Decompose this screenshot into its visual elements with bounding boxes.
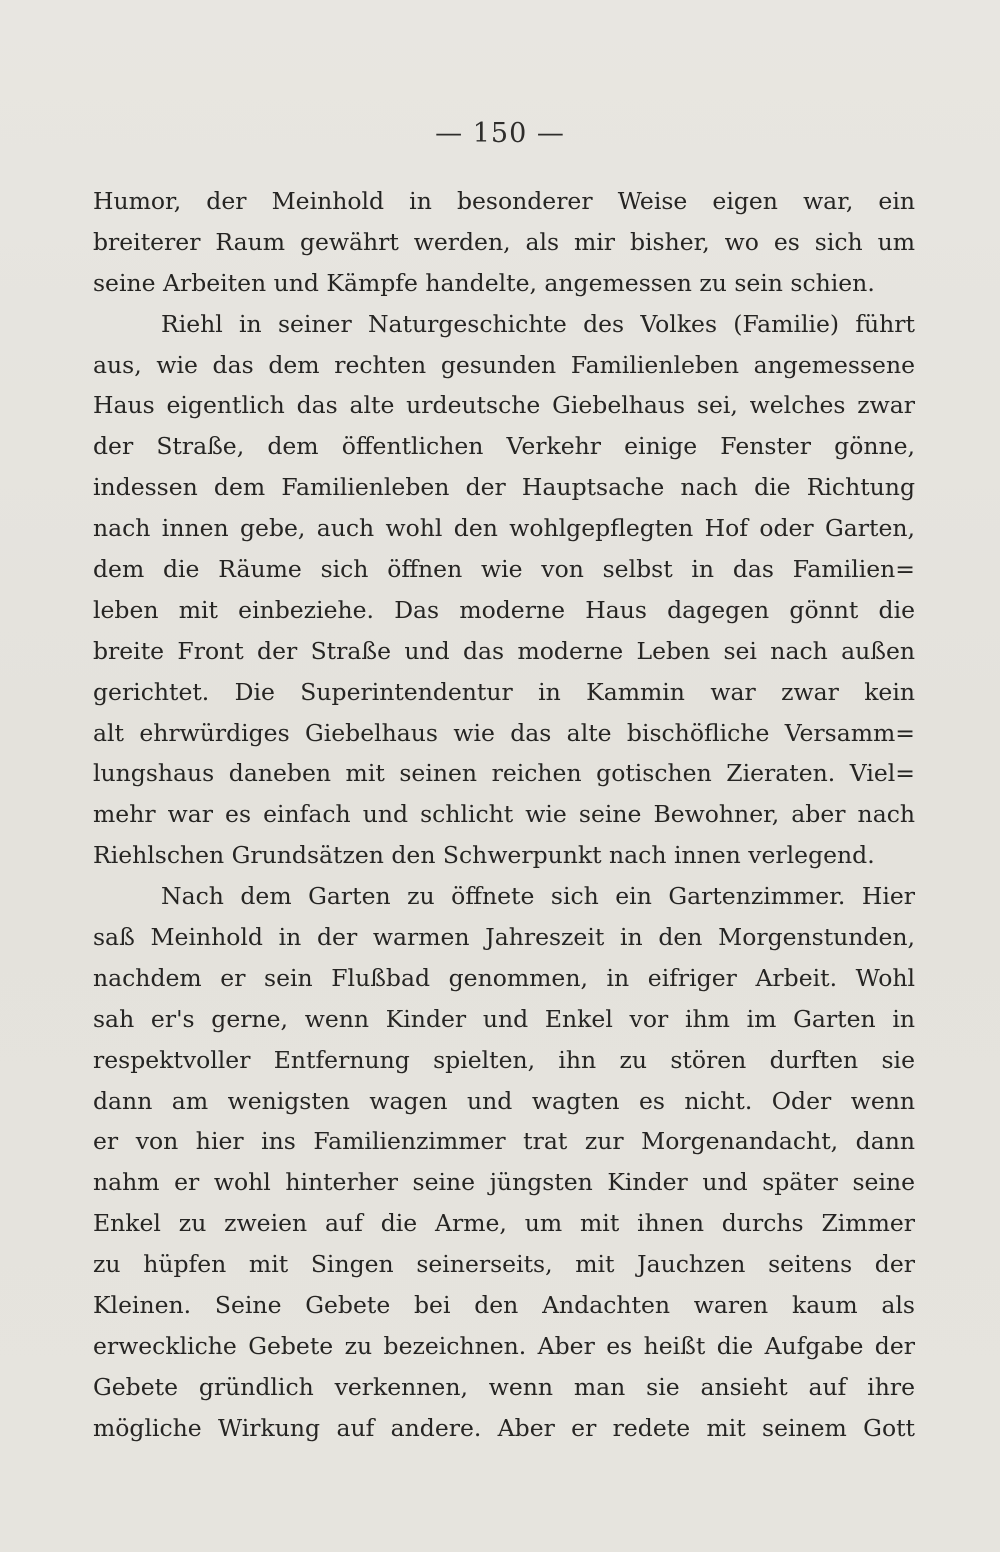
text-line: breite Front der Straße und das moderne Leben sei nach außen <box>93 636 915 665</box>
text-line: lungshaus daneben mit seinen reichen gotischen Zieraten. Viel= <box>93 759 915 788</box>
text-line: sah er's gerne, wenn Kinder und Enkel vor ihm im Garten in <box>93 1004 915 1033</box>
text-line: breiterer Raum gewährt werden, als mir bisher, wo es sich um <box>93 227 915 256</box>
text-line: Humor, der Meinhold in besonderer Weise eigen war, ein <box>93 187 915 215</box>
text-line: indessen dem Familienleben der Hauptsache nach die Richtung <box>93 473 915 502</box>
text-line: nachdem er sein Flußbad genommen, in eifriger Arbeit. Wohl <box>93 963 915 992</box>
text-line: er von hier ins Familienzimmer trat zur Morgenandacht, dann <box>93 1127 915 1156</box>
text-line: Enkel zu zweien auf die Arme, um mit ihnen durchs Zimmer <box>93 1209 915 1238</box>
text-line: der Straße, dem öffentlichen Verkehr einige Fenster gönne, <box>93 432 915 461</box>
text-line: nahm er wohl hinterher seine jüngsten Kinder und später seine <box>93 1168 915 1197</box>
page-number: — 150 — <box>435 118 565 149</box>
text-line: erweckliche Gebete zu bezeichnen. Aber es heißt die Aufgabe der <box>93 1331 915 1360</box>
text-line: Kleinen. Seine Gebete bei den Andachten waren kaum als <box>93 1291 915 1320</box>
text-line: alt ehrwürdiges Giebelhaus wie das alte bischöfliche Versamm= <box>93 718 915 747</box>
text-line: zu hüpfen mit Singen seinerseits, mit Jauchzen seitens der <box>93 1250 915 1279</box>
text-line: gerichtet. Die Superintendentur in Kammin war zwar kein <box>93 677 915 706</box>
text-line: aus, wie das dem rechten gesunden Familienleben angemessene <box>93 350 915 379</box>
text-line: mehr war es einfach und schlicht wie seine Bewohner, aber nach <box>93 800 915 829</box>
text-line: dann am wenigsten wagen und wagten es nicht. Oder wenn <box>93 1086 915 1115</box>
text-line: Nach dem Garten zu öffnete sich ein Gartenzimmer. Hier <box>161 882 915 911</box>
body-text <box>93 181 915 1449</box>
text-line: Riehl in seiner Naturgeschichte des Volkes (Familie) führt <box>161 309 915 338</box>
text-line: Gebete gründlich verkennen, wenn man sie ansieht auf ihre <box>93 1372 915 1401</box>
text-line: leben mit einbeziehe. Das moderne Haus dagegen gönnt die <box>93 595 915 624</box>
text-line: Haus eigentlich das alte urdeutsche Giebelhaus sei, welches zwar <box>93 391 915 420</box>
text-line: dem die Räume sich öffnen wie von selbst in das Familien= <box>93 555 915 584</box>
text-line: Riehlschen Grundsätzen den Schwerpunkt nach innen verlegend. <box>93 841 875 870</box>
text-line: nach innen gebe, auch wohl den wohlgepflegten Hof oder Garten, <box>93 514 915 543</box>
text-line: saß Meinhold in der warmen Jahreszeit in den Morgenstunden, <box>93 923 915 952</box>
text-line: mögliche Wirkung auf andere. Aber er redete mit seinem Gott <box>93 1413 915 1442</box>
text-line: seine Arbeiten und Kämpfe handelte, angemessen zu sein schien. <box>93 268 875 297</box>
text-line: respektvoller Entfernung spielten, ihn zu stören durften sie <box>93 1045 915 1074</box>
